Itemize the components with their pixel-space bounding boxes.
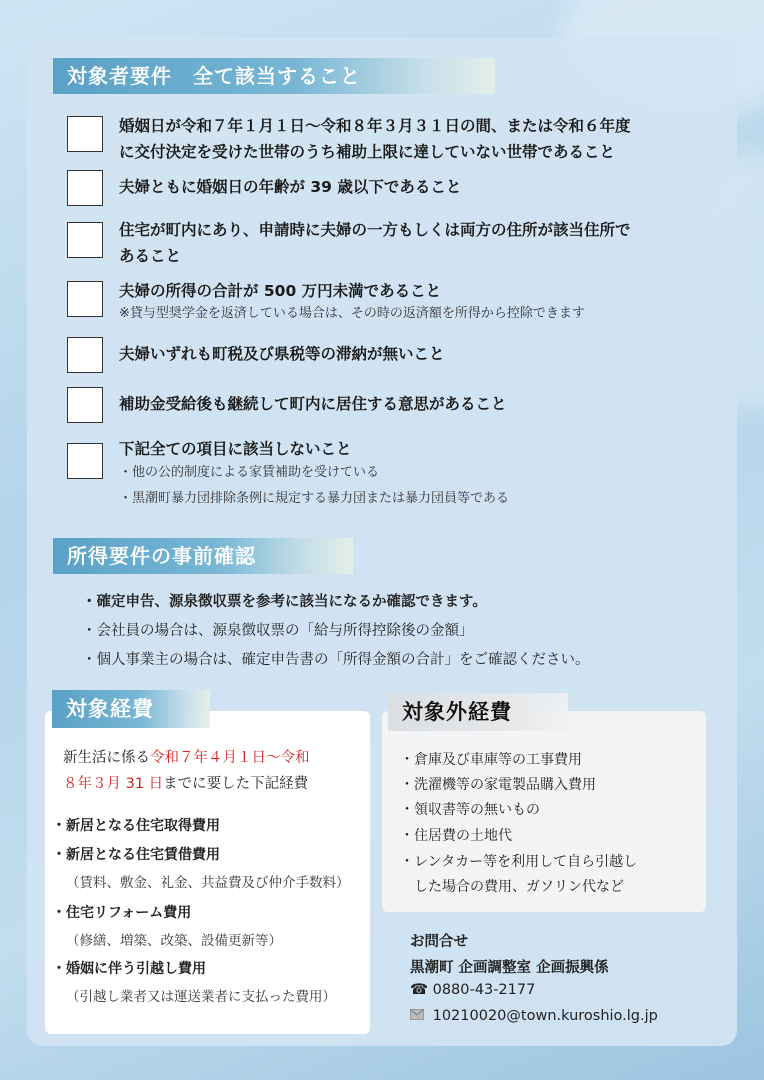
ineligible-heading: 対象外経費 bbox=[388, 693, 568, 731]
income-line: ・確定申告、源泉徴収票を参考に該当になるか確認できます。 bbox=[82, 594, 487, 610]
eligible-item: ・新居となる住宅賃借費用 bbox=[52, 847, 220, 863]
requirement-text: 夫婦ともに婚姻日の年齢が 39 歳以下であること bbox=[119, 178, 462, 196]
period-text: 令和７年４月１日〜令和 bbox=[150, 750, 310, 766]
period-text: ８年３月 31 日 bbox=[63, 776, 164, 792]
ineligible-item: ・領収書等の無いもの bbox=[400, 802, 540, 818]
intro-text: までに要した下記経費 bbox=[163, 776, 309, 792]
eligible-item: ・婚姻に伴う引越し費用 bbox=[52, 961, 206, 977]
checkbox[interactable] bbox=[67, 387, 103, 423]
checkbox[interactable] bbox=[67, 170, 103, 206]
requirement-text: 夫婦いずれも町税及び県税等の滞納が無いこと bbox=[119, 345, 445, 363]
eligible-item: ・新居となる住宅取得費用 bbox=[52, 818, 220, 834]
requirement-text: 住宅が町内にあり、申請時に夫婦の一方もしくは両方の住所が該当住所で bbox=[119, 221, 631, 239]
checkbox[interactable] bbox=[67, 443, 103, 479]
requirements-heading: 対象者要件 全て該当すること bbox=[53, 58, 495, 94]
income-heading: 所得要件の事前確認 bbox=[53, 538, 353, 574]
eligible-item: ・住宅リフォーム費用 bbox=[52, 905, 192, 921]
intro-text: 新生活に係る bbox=[63, 750, 150, 766]
contact-email[interactable]: 10210020@town.kuroshio.lg.jp bbox=[432, 1008, 658, 1024]
requirement-text: 補助金受給後も継続して町内に居住する意思があること bbox=[119, 395, 507, 413]
ineligible-item: ・住居費の土地代 bbox=[400, 828, 512, 844]
checkbox[interactable] bbox=[67, 222, 103, 258]
ineligible-item: ・レンタカー等を利用して自ら引越し bbox=[400, 854, 638, 870]
eligible-heading: 対象経費 bbox=[52, 690, 210, 728]
mail-icon bbox=[410, 1008, 428, 1024]
requirement-note: ・他の公的制度による家賃補助を受けている bbox=[119, 465, 380, 480]
contact-phone[interactable]: 0880-43-2177 bbox=[432, 982, 536, 998]
requirement-text: 婚姻日が令和７年１月１日〜令和８年３月３１日の間、または令和６年度 bbox=[119, 117, 631, 135]
ineligible-item: ・洗濯機等の家電製品購入費用 bbox=[400, 777, 596, 793]
income-line: ・個人事業主の場合は、確定申告書の「所得金額の合計」をご確認ください。 bbox=[82, 652, 590, 668]
checkbox[interactable] bbox=[67, 337, 103, 373]
requirement-text: 夫婦の所得の合計が 500 万円未満であること bbox=[119, 282, 442, 300]
contact-email-row bbox=[410, 1008, 658, 1024]
checkbox[interactable] bbox=[67, 281, 103, 317]
eligible-item-detail: （引越し業者又は運送業者に支払った費用） bbox=[66, 989, 336, 1005]
checkbox[interactable] bbox=[67, 116, 103, 152]
contact-department: 黒潮町 企画調整室 企画振興係 bbox=[410, 960, 609, 976]
eligible-item-detail: （修繕、増築、改築、設備更新等） bbox=[66, 933, 282, 949]
income-line: ・会社員の場合は、源泉徴収票の「給与所得控除後の金額」 bbox=[82, 623, 474, 639]
requirement-text: に交付決定を受けた世帯のうち補助上限に達していない世帯であること bbox=[119, 143, 616, 161]
phone-icon: ☎ bbox=[410, 982, 429, 998]
eligible-intro bbox=[63, 745, 310, 797]
requirement-note: ※貸与型奨学金を返済している場合は、その時の返済額を所得から控除できます bbox=[119, 306, 585, 321]
contact-heading: お問合せ bbox=[410, 934, 468, 950]
contact-phone-row bbox=[410, 982, 535, 998]
requirement-text: あること bbox=[119, 247, 182, 265]
requirement-text: 下記全ての項目に該当しないこと bbox=[119, 440, 352, 458]
eligible-item-detail: （賃料、敷金、礼金、共益費及び仲介手数料） bbox=[66, 875, 350, 891]
requirement-note: ・黒潮町暴力団排除条例に規定する暴力団または暴力団員等である bbox=[119, 491, 510, 506]
ineligible-item: した場合の費用、ガソリン代など bbox=[400, 879, 624, 895]
ineligible-item: ・倉庫及び車庫等の工事費用 bbox=[400, 752, 582, 768]
